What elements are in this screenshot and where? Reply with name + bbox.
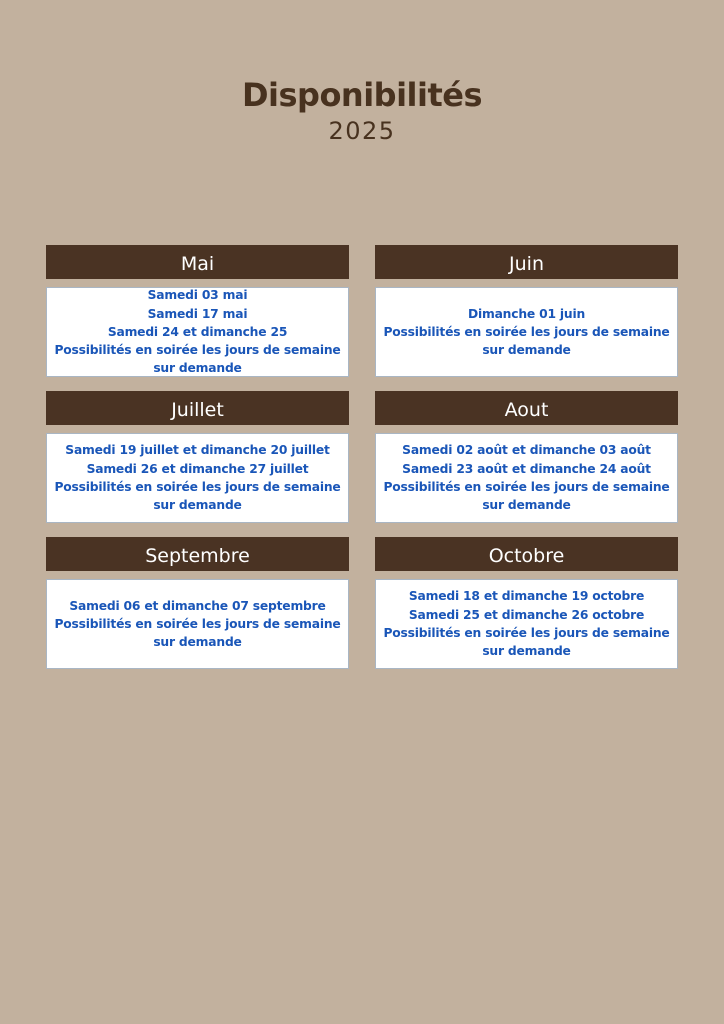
- availability-line: Samedi 23 août et dimanche 24 août: [402, 461, 651, 476]
- availability-line: sur demande: [153, 361, 242, 376]
- month-card-octobre: [375, 537, 678, 669]
- month-card-juin: [375, 245, 678, 377]
- month-grid: [46, 245, 678, 669]
- month-card-mai: [46, 245, 349, 377]
- availability-line: Samedi 25 et dimanche 26 octobre: [408, 607, 645, 622]
- availability-line: Samedi 24 et dimanche 25: [107, 324, 288, 339]
- month-header: Septembre: [46, 537, 349, 571]
- availability-line: Samedi 06 et dimanche 07 septembre: [69, 598, 326, 613]
- month-card-juillet: [46, 391, 349, 523]
- page-title: Disponibilités: [241, 76, 483, 114]
- availability-line: Samedi 17 mai: [147, 306, 248, 321]
- month-availability-box: [375, 287, 678, 377]
- availability-line: Possibilités en soirée les jours de semaine: [54, 616, 341, 631]
- month-header: Juillet: [46, 391, 349, 425]
- availability-line: Possibilités en soirée les jours de semaine: [383, 480, 670, 494]
- month-availability-box: [375, 579, 678, 669]
- availability-line: Possibilités en soirée les jours de semaine: [383, 626, 670, 640]
- month-availability-box: [46, 433, 349, 523]
- availability-line: Possibilités en soirée les jours de semaine: [383, 324, 670, 339]
- availability-line: Samedi 03 mai: [147, 288, 248, 303]
- month-availability-box: [46, 579, 349, 669]
- page-year: 2025: [328, 117, 396, 145]
- month-availability-box: [375, 433, 678, 523]
- availability-line: sur demande: [153, 498, 242, 513]
- month-card-aout: [375, 391, 678, 523]
- month-header: Octobre: [375, 537, 678, 571]
- page-header: [0, 76, 724, 146]
- availability-line: sur demande: [482, 498, 571, 513]
- availability-line: Samedi 19 juillet et dimanche 20 juillet: [65, 443, 330, 458]
- availability-line: Samedi 18 et dimanche 19 octobre: [408, 589, 645, 604]
- availability-line: sur demande: [482, 343, 571, 358]
- month-header: Mai: [46, 245, 349, 279]
- month-header: Aout: [375, 391, 678, 425]
- availability-line: sur demande: [482, 644, 571, 659]
- month-availability-box: [46, 287, 349, 377]
- availability-line: sur demande: [153, 635, 242, 650]
- availability-line: Samedi 26 et dimanche 27 juillet: [86, 461, 309, 476]
- month-header: Juin: [375, 245, 678, 279]
- availability-line: Possibilités en soirée les jours de semaine: [54, 343, 341, 358]
- month-card-septembre: [46, 537, 349, 669]
- availability-line: Possibilités en soirée les jours de semaine: [54, 480, 341, 494]
- availability-line: Samedi 02 août et dimanche 03 août: [402, 443, 651, 458]
- availability-line: Dimanche 01 juin: [467, 306, 586, 321]
